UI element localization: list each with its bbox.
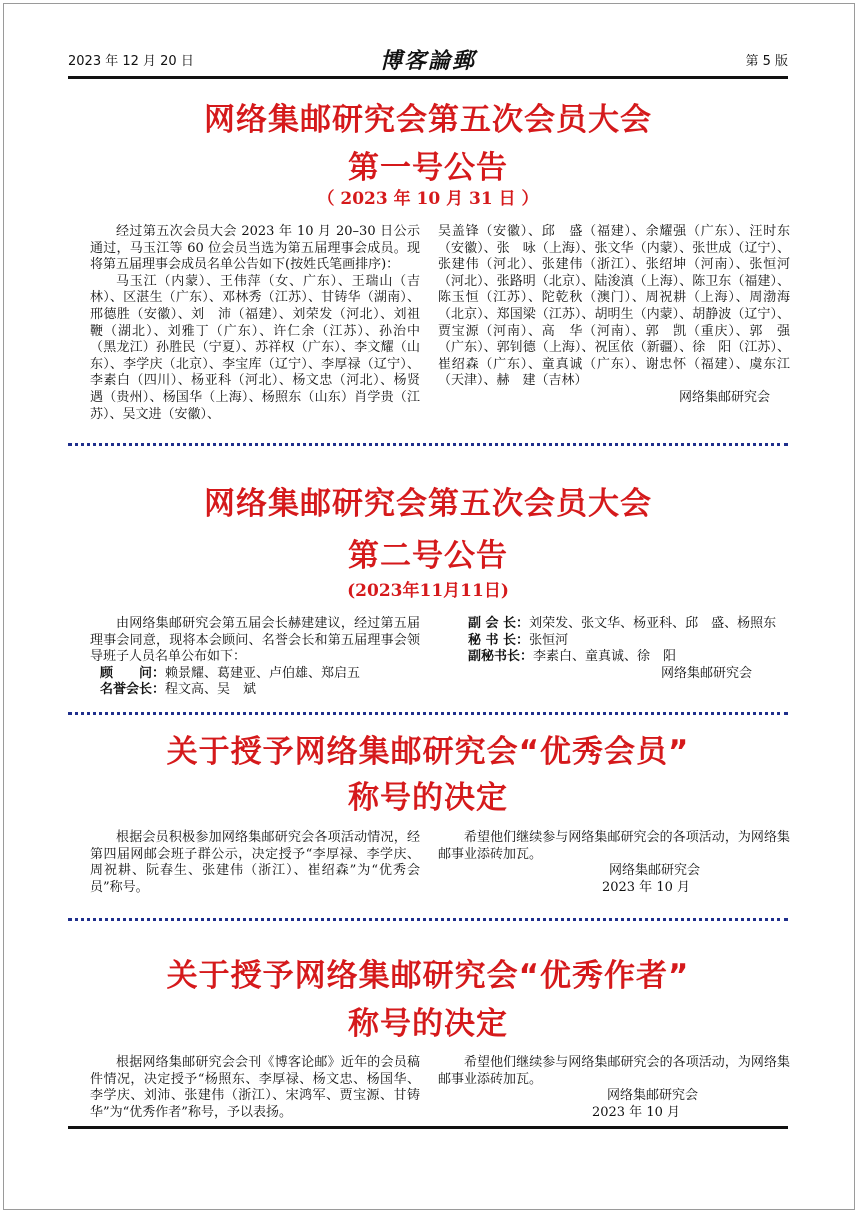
decision1-signature-date: 2023 年 10 月: [601, 879, 690, 895]
notice2-left-column: [90, 616, 420, 699]
secretary-label: 秘 书 长：: [468, 632, 530, 648]
notice2-intro: 由网络集邮研究会第五届会长赫建建议，经过第五届理事会同意，现将本会顾问、名誉会长和第五届理事会领导班子人员名单公布如下：: [90, 616, 420, 665]
decision2-closing: 希望他们继续参与网络集邮研究会的各项活动，为网络集邮事业添砖加瓦。: [438, 1055, 790, 1087]
notice2-right-column: [438, 616, 790, 682]
notice1-subtitle: 第一号公告: [348, 150, 508, 186]
honorary-label: 名誉会长：: [100, 682, 166, 698]
decision1-right-column: [438, 830, 790, 896]
honorary-row: [90, 682, 420, 699]
notice1-left-column: [90, 224, 420, 423]
decision1-title: 关于授予网络集邮研究会“优秀会员”: [166, 734, 690, 770]
vice-president-names: 刘荣发、张文华、杨亚科、邱 盛、杨照东: [529, 616, 777, 631]
decision1-subtitle: 称号的决定: [348, 780, 508, 816]
decision2-right-column: [438, 1055, 790, 1121]
decision2-subtitle: 称号的决定: [348, 1006, 508, 1042]
decision2-signature: 网络集邮研究会: [606, 1088, 698, 1104]
deputy-secretary-names: 李素白、童真诚、徐 阳: [533, 649, 677, 665]
vice-president-label: 副 会 长：: [468, 616, 530, 631]
page-number: 第 5 版: [745, 54, 788, 69]
notice1-right-column: [438, 224, 790, 407]
section-divider: [68, 443, 788, 446]
honorary-names: 程文高、吴 斌: [165, 682, 257, 698]
notice1-signature: 网络集邮研究会: [678, 389, 770, 405]
secretary-row: [438, 633, 790, 650]
decision1-closing: 希望他们继续参与网络集邮研究会的各项活动，为网络集邮事业添砖加瓦。: [438, 830, 790, 862]
section-divider: [68, 918, 788, 921]
notice1-title: 网络集邮研究会第五次会员大会: [204, 102, 652, 138]
deputy-secretary-label: 副秘书长：: [468, 649, 534, 665]
section-divider: [68, 712, 788, 715]
notice1-names-a: 马玉江（内蒙）、王伟萍（女、广东）、王瑞山（吉林）、区湛生（广东）、邓林秀（江苏）、甘铸华（湖南）、邢德胜（安徽）、刘 沛（福建）、刘荣发（河北）、刘祖鞭（湖北）、刘雅丁（广东）、许仁余（江苏）、孙治中（黑龙江）孙胜民（宁夏）、苏祥权（广东）、李文耀（山东）、李学庆（北京）、李宝库（辽宁）、李厚禄（辽宁）、李素白（四川）、杨亚科（河北）、杨文忠（河北）、杨贤遇（贵州）、杨国华（上海）、杨照东（山东）肖学贵（江苏）、吴文进（安徽）、: [90, 273, 420, 422]
vice-president-row: [438, 616, 790, 633]
footer-rule: [68, 1126, 788, 1129]
advisor-row: [90, 666, 420, 683]
notice2-signature: 网络集邮研究会: [660, 665, 752, 681]
decision2-left-column: [90, 1055, 420, 1121]
advisor-label: 顾 问：: [100, 665, 166, 681]
notice2-title: 网络集邮研究会第五次会员大会: [204, 486, 652, 522]
decision2-title: 关于授予网络集邮研究会“优秀作者”: [166, 958, 690, 994]
notice1-date: （ 2023 年 10 月 31 日 ）: [317, 189, 539, 209]
newspaper-header: [68, 44, 788, 74]
advisor-names: 赖景耀、葛建亚、卢伯雄、郑启五: [165, 665, 361, 681]
notice1-intro: 经过第五次会员大会 2023 年 10 月 20–30 日公示通过，马玉江等 60 位会员当选为第五届理事会成员。现将第五届理事会成员名单公告如下(按姓氏笔画排序)：: [90, 224, 420, 273]
decision2-signature-date: 2023 年 10 月: [591, 1104, 680, 1120]
notice2-date: (2023年11月11日): [347, 581, 509, 601]
decision1-signature: 网络集邮研究会: [608, 863, 700, 879]
issue-date: 2023 年 12 月 20 日: [68, 54, 194, 69]
decision2-body: 根据网络集邮研究会会刊《博客论邮》近年的会员稿件情况，决定授予“杨照东、李厚禄、杨文忠、杨国华、李学庆、刘沛、张建伟（浙江）、宋鸿军、贾宝源、甘铸华”为“优秀作者”称号，予以表扬。: [90, 1055, 420, 1120]
deputy-secretary-row: [438, 649, 790, 666]
header-rule: [68, 76, 788, 79]
secretary-name: 张恒河: [529, 632, 569, 648]
notice1-names-b: 吴盖锋（安徽）、邱 盛（福建）、余耀强（广东）、汪时东（安徽）、张 咏（上海）、张文华（内蒙）、张世成（辽宁）、张建伟（河北）、张建伟（浙江）、张绍坤（河南）、张恒河（河北）、张路明（北京）、陆浚滇（上海）、陈卫东（福建）、陈玉恒（江苏）、陀乾秋（澳门）、周祝耕（上海）、周渤海（北京）、郑国梁（江苏）、胡明生（内蒙）、胡静波（辽宁）、贾宝源（河南）、高 华（河南）、郭 凯（重庆）、郭 强（广东）、郭钊德（上海）、祝匡依（新疆）、徐 阳（江苏）、崔绍森（广东）、童真诚（广东）、谢忠怀（福建）、虞东江（天津）、赫 建（吉林）: [438, 224, 790, 389]
decision1-body: 根据会员积极参加网络集邮研究会各项活动情况，经第四届网邮会班子群公示，决定授予“李厚禄、李学庆、周祝耕、阮春生、张建伟（浙江）、崔绍森”为“优秀会员”称号。: [90, 830, 420, 895]
decision1-left-column: [90, 830, 420, 896]
masthead-title: 博客論郵: [379, 48, 476, 74]
notice2-subtitle: 第二号公告: [348, 538, 508, 574]
